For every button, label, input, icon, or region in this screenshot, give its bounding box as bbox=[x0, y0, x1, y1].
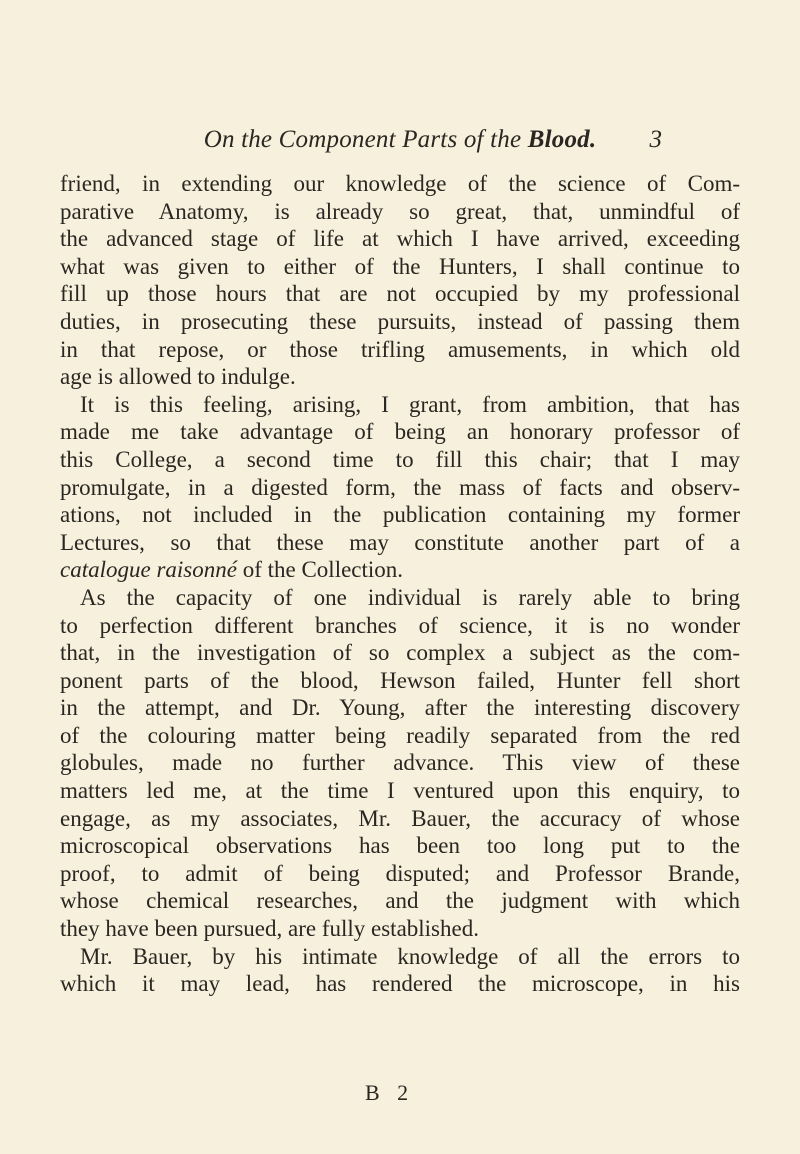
text-line: what was given to either of the Hunters, I shall continue to bbox=[60, 253, 740, 279]
text-line: Mr. Bauer, by his intimate knowledge of all the errors to bbox=[80, 943, 740, 969]
running-title bbox=[50, 126, 750, 154]
text-line: fill up those hours that are not occupied by my professional bbox=[60, 281, 740, 307]
text-line: in that repose, or those trifling amusements, in which old bbox=[60, 336, 740, 362]
text-line-catalogue bbox=[60, 556, 740, 584]
text-line: this College, a second time to fill this chair; that I may bbox=[60, 446, 740, 472]
text-line: matters led me, at the time I ventured upon this enquiry, to bbox=[60, 778, 740, 804]
text-line: duties, in prosecuting these pursuits, instead of passing them bbox=[60, 308, 740, 334]
signature-mark: B 2 bbox=[365, 1080, 415, 1105]
text-line: that, in the investigation of so complex a subject as the com- bbox=[60, 640, 740, 666]
text-line: parative Anatomy, is already so great, that, unmindful of bbox=[60, 198, 740, 224]
text-line: to perfection different branches of science, it is no wonder bbox=[60, 612, 740, 638]
text-line: ations, not included in the publication containing my former bbox=[60, 502, 740, 528]
text-line: whose chemical researches, and the judgment with which bbox=[60, 888, 740, 914]
catalogue-italic: catalogue raisonné bbox=[60, 557, 237, 583]
text-line: friend, in extending our knowledge of the science of Com- bbox=[60, 171, 740, 196]
text-line: Lectures, so that these may constitute another part of a bbox=[60, 529, 740, 555]
text-line: It is this feeling, arising, I grant, from ambition, that has bbox=[80, 391, 740, 417]
text-line: made me take advantage of being an honorary professor of bbox=[60, 419, 740, 445]
running-title-part3: Blood. bbox=[527, 126, 597, 153]
text-line: they have been pursued, are fully established. bbox=[60, 916, 479, 942]
text-line: As the capacity of one individual is rarely able to bring bbox=[80, 584, 740, 610]
page-number: 3 bbox=[649, 126, 662, 153]
running-head bbox=[50, 126, 750, 158]
running-title-part1: On the Component Parts bbox=[203, 126, 464, 153]
text-line: microscopical observations has been too long put to the bbox=[60, 833, 740, 859]
text-line: proof, to admit of being disputed; and Professor Brande, bbox=[60, 860, 740, 886]
body-text bbox=[60, 170, 740, 998]
text-line: promulgate, in a digested form, the mass of facts and observ- bbox=[60, 474, 740, 500]
catalogue-rest: of the Collection. bbox=[236, 557, 404, 583]
text-line: which it may lead, has rendered the microscope, in his bbox=[60, 971, 740, 997]
text-line: ponent parts of the blood, Hewson failed, Hunter fell short bbox=[60, 667, 740, 693]
text-line: the advanced stage of life at which I have arrived, exceeding bbox=[60, 226, 740, 252]
running-title-part2: of the bbox=[463, 126, 528, 153]
text-line: globules, made no further advance. This view of these bbox=[60, 750, 740, 776]
text-line: in the attempt, and Dr. Young, after the interesting discovery bbox=[60, 695, 740, 721]
text-line: of the colouring matter being readily separated from the red bbox=[60, 722, 740, 748]
text-line: engage, as my associates, Mr. Bauer, the accuracy of whose bbox=[60, 805, 740, 831]
text-line: age is allowed to indulge. bbox=[60, 364, 296, 390]
